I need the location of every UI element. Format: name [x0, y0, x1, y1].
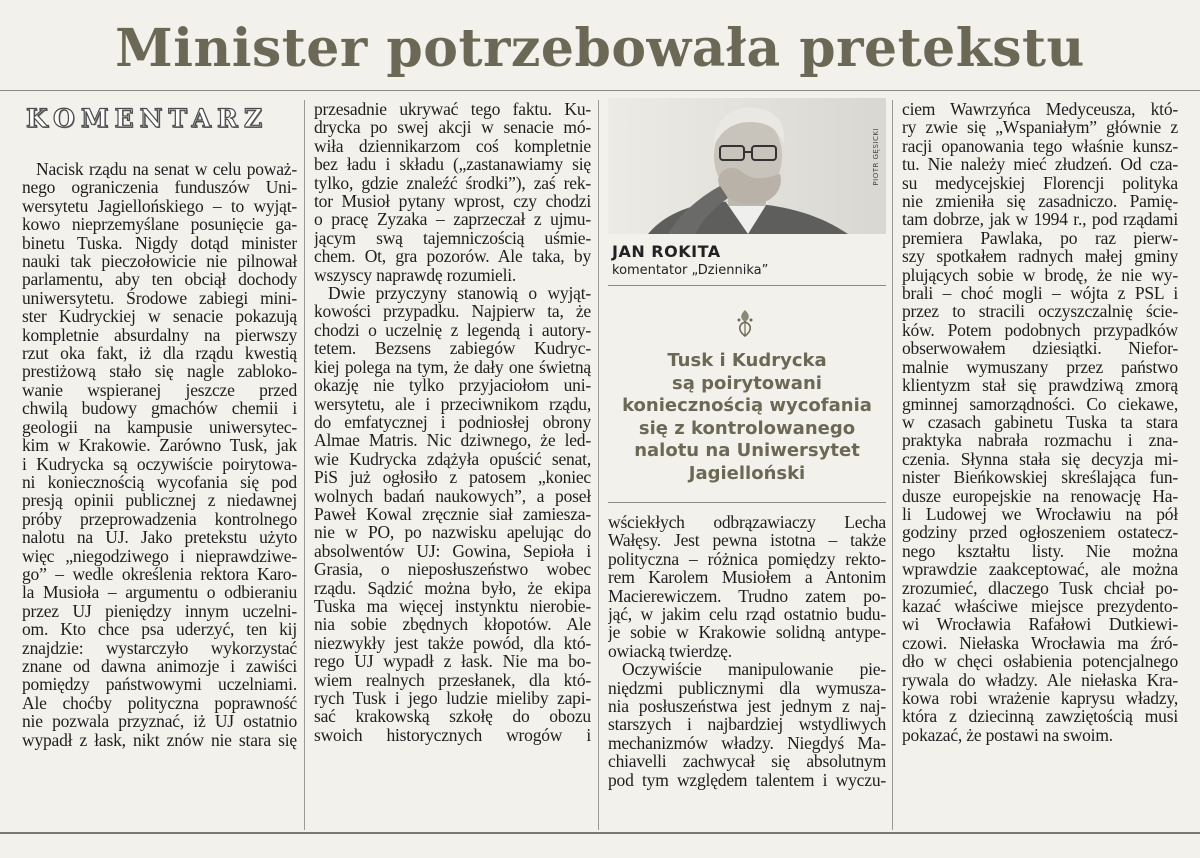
section-kicker: KOMENTARZ: [26, 104, 269, 133]
text-line: Paweł Kowal zręcznie siał zamiesza-: [314, 503, 591, 524]
text-line: starszych i najbardziej wstydliwych: [608, 714, 886, 735]
text-line: o pracę Zyzaka – zaprzeczał z ujmu-: [314, 209, 591, 230]
text-line: rych Tusk i jego ludzie mieliby zapi-: [314, 688, 591, 708]
bottom-rule: [0, 832, 1200, 834]
pull-quote-line: Jagielloński: [688, 462, 806, 484]
text-line: nia sobie zbędnych kłopotów. Ale: [314, 614, 591, 635]
text-line: Wałęsy. Jest pewna istotna – także: [608, 530, 886, 551]
text-line: przez to stracili oczyszczalnię ście-: [902, 301, 1178, 322]
text-line: niezwykły jest także powód, dla któ-: [314, 632, 591, 653]
text-line: chodzi o uczelnię z legendą i autory-: [314, 319, 591, 340]
text-line: gminnej samorządności. Co ciekawe,: [902, 393, 1178, 414]
text-line: klientyzm stał się prawdziwą zmorą: [902, 375, 1178, 396]
text-line: nie pozwala przyznać, iż UJ ostatnio: [22, 711, 297, 732]
text-line: Ale choćby polityczna poprawność: [22, 692, 297, 713]
text-line: presją opinii publicznej z niedawnej: [22, 490, 297, 511]
headline: Minister potrzebowała pretekstu: [115, 18, 1085, 79]
text-line: sać krakowską szkołę do obozu: [314, 706, 591, 727]
text-line: chiavelli zachwycał się absolutnym: [608, 751, 886, 772]
author-portrait-image: [608, 98, 886, 234]
text-line: tetem. Bezsens zabiegów Kudryc-: [314, 338, 591, 359]
text-line: przez UJ pieniędzy innym uczelni-: [22, 600, 297, 621]
author-name: JAN ROKITA: [612, 242, 721, 261]
text-line: Nacisk rządu na senat w celu poważ-: [36, 160, 297, 179]
text-line: która z dziecinną zawziętością musi: [902, 706, 1178, 727]
text-line: polityczna – różnica pomiędzy rekto-: [608, 548, 886, 569]
text-line: plujących sobie w brodę, że nie wy-: [902, 264, 1178, 285]
text-line: absolwentów UJ: Gowina, Sepioła i: [314, 540, 591, 561]
text-line: wanie wspieranej jeszcze przed: [22, 379, 297, 400]
text-line: dło w chęci osłabienia potencjalnego: [902, 651, 1178, 672]
text-line: wolnych badań naukowych”, a poseł: [314, 485, 591, 506]
author-photo: [608, 98, 886, 234]
text-line: i Kudrycka są oczywiście poirytowa-: [22, 453, 297, 474]
pull-quote-line: są poirytowani: [672, 372, 822, 394]
text-line: rządu. Sądzić można było, że ekipa: [314, 577, 591, 598]
text-line: kowa robi wrażenie kaprysu władzy,: [902, 688, 1178, 708]
text-line: czowi. Niełaska Wrocławia ma źró-: [902, 632, 1178, 653]
text-line: Tuska ma więcej instynktu nierobie-: [314, 595, 591, 616]
text-line: swoich historycznych wrogów i: [314, 724, 591, 745]
text-line: wszyscy naprawdę rozumieli.: [314, 264, 517, 285]
text-line: ni koniecznością wycofania się pod: [22, 471, 297, 492]
text-line: ków. Potem podobnych przypadków: [902, 319, 1178, 340]
text-line: próby przeprowadzenia kontrolnego: [22, 508, 297, 529]
column-divider: [598, 100, 599, 830]
text-line: owiacką twierdzę.: [608, 640, 732, 661]
text-line: racji opanowania tego właśnie kunsz-: [902, 135, 1178, 156]
text-line: drycka po swej akcji w senacie mó-: [314, 117, 591, 138]
text-line: rywala do władzy. Ale niełaska Kra-: [902, 669, 1178, 690]
text-line: nie w PO, po nazwisku apelując do: [314, 522, 591, 543]
text-line: ciem Wawrzyńca Medyceusza, któ-: [902, 100, 1178, 119]
text-line: Oczywiście manipulowanie pie-: [622, 659, 886, 680]
text-line: niędzmi publicznymi dla wymusza-: [608, 677, 886, 698]
text-line: wypadł z łask, nikt znów nie stara się: [22, 729, 297, 750]
text-line: nego kształtu listy. Nie można: [902, 540, 1178, 561]
pull-quote: [620, 350, 874, 485]
article-column-4: [902, 100, 1178, 830]
text-line: je sobie w Krakowie solidną antype-: [608, 622, 886, 643]
text-line: PiS już ogłosiło z patosem „koniec: [314, 467, 591, 488]
text-line: pomiędzy państwowymi uczelniami.: [22, 674, 297, 695]
article-column-1: [22, 160, 297, 820]
text-line: uniwersytetu. Środowe zabiegi mini-: [22, 287, 297, 308]
text-line: pod tym względem talentem i wyczu-: [608, 769, 886, 790]
ornament-icon: [733, 308, 757, 338]
text-line: tor Musioł pytany wprost, czy chodzi: [314, 191, 591, 212]
photo-credit: PIOTR GĘSICKI: [872, 128, 880, 186]
text-line: nister Bieńkowskiej skreślająca fun-: [902, 467, 1178, 488]
text-line: nie zmieniła się zasadniczo. Pamię-: [902, 191, 1178, 212]
text-line: premiera Pawlaka, po raz pierw-: [902, 227, 1178, 248]
text-line: szy spotkałem radnych małej gminy: [902, 246, 1178, 267]
pull-quote-line: nalotu na Uniwersytet: [634, 440, 860, 461]
text-line: praktyka nabrała rozmachu i zna-: [902, 430, 1178, 451]
text-line: nego ograniczenia funduszów Uni-: [22, 177, 297, 198]
text-line: rego UJ wypadł z łask. Nie ma bo-: [314, 651, 591, 672]
text-line: okazję nie tylko przyjaciołom uni-: [314, 375, 591, 396]
text-line: godziny przed ogłoszeniem ostatecz-: [902, 522, 1178, 543]
pull-quote-line: się z kontrolowanego: [638, 417, 856, 439]
text-line: malnie wymuszany przez państwo: [902, 356, 1178, 377]
text-line: wersytetu, ale i przeciwnikom rządu,: [314, 393, 591, 414]
text-line: bez ładu i składu („zastanawiamy się: [314, 154, 591, 175]
text-line: go” – wedle określenia rektora Karo-: [22, 563, 297, 584]
text-line: ster Kudryckiej w senacie pokazują: [22, 306, 297, 327]
text-line: pokazać, że postawi na swoim.: [902, 724, 1113, 745]
text-line: kompletnie absurdalny na pierwszy: [22, 324, 297, 345]
text-line: rem Karolem Musiołem a Antonim: [608, 567, 886, 588]
text-line: wie Kudrycka zdążyła opuścić senat,: [314, 448, 591, 469]
text-line: więc „niegodziwego i nieprawdziwe-: [22, 545, 297, 566]
text-line: nalotu na UJ. Jako pretekstu użyto: [22, 527, 297, 548]
text-line: kiej polega na tym, że dały one świetną: [314, 356, 591, 377]
text-line: tu. Nie należy mieć złudzeń. Od cza-: [902, 154, 1178, 175]
text-line: binetu Tuska. Nigdy dotąd minister: [22, 232, 297, 253]
text-line: nia posłuszeństwa jest jednym z naj-: [608, 696, 886, 717]
text-line: wiła dziennikarzom coś kompletnie: [314, 135, 591, 156]
text-line: kowo nieprzemyślane posunięcie ga-: [22, 214, 297, 235]
text-line: przesadnie ukrywać tego faktu. Ku-: [314, 100, 591, 119]
pull-quote-line: Tusk i Kudrycka: [667, 350, 827, 371]
text-line: zrozumieć, dlaczego Tusk chciał po-: [902, 577, 1178, 598]
text-line: w czasach gabinetu Tuska ta stara: [902, 411, 1178, 432]
column-divider: [304, 100, 305, 830]
text-line: wprawdzie zaakceptować, ale można: [902, 559, 1178, 580]
text-line: chwilą budowy gmachów chemii i: [22, 398, 297, 419]
text-line: om. Kto chce psa uderzyć, ten kij: [22, 619, 297, 640]
text-line: mechanizmów władzy. Niegdyś Ma-: [608, 732, 886, 753]
pull-quote-rule: [608, 502, 886, 503]
text-line: Dwie przyczyny stanowią o wyjąt-: [328, 283, 591, 304]
text-line: kazać właściwe miejsce prezydento-: [902, 595, 1178, 616]
text-line: prestiżową stało się nagle zabloko-: [22, 361, 297, 382]
text-line: rzut oka fakt, iż dla rządu kwestią: [22, 343, 297, 364]
text-line: ry zwie się „Wspaniałym” głównie z: [902, 117, 1178, 138]
text-line: wersytetu Jagiellońskiego – to wyjąt-: [22, 195, 297, 216]
text-line: kim w Krakowie. Zarówno Tusk, jak: [22, 435, 297, 456]
pull-quote-line: koniecznością wycofania: [622, 395, 872, 416]
text-line: Grasia, o nieposłuszeństwo wobec: [314, 559, 591, 580]
text-line: tam dobrze, jak w 1994 r., pod rządami: [902, 209, 1178, 230]
article-column-3: [608, 513, 886, 833]
headline-rule: [0, 90, 1200, 91]
text-line: obserwowałem dziesiątki. Niefor-: [902, 338, 1178, 359]
text-line: wściekłych odbrązawiaczy Lecha: [608, 513, 886, 532]
text-line: brali – choć mogli – wójta z PSL i: [902, 283, 1178, 304]
text-line: czenia. Słynna stała się decyzja mi-: [902, 448, 1178, 469]
column-divider: [892, 100, 893, 830]
text-line: parlamentu, aby ten obciął dochody: [22, 269, 297, 290]
text-line: geologii na kampusie uniwersytec-: [22, 416, 297, 437]
text-line: znajdzie: wystarczyło wykorzystać: [22, 637, 297, 658]
text-line: jącym swą tajemniczością uśmie-: [314, 227, 591, 248]
text-line: wi Wrocławia Rafałowi Dutkiewi-: [902, 614, 1178, 635]
text-line: la Musioła – argumentu o odbieraniu: [22, 582, 297, 603]
byline-rule: [608, 285, 886, 286]
text-line: su medycejskiej Florencji polityka: [902, 172, 1178, 193]
text-line: wiem realnych przesłanek, dla któ-: [314, 669, 591, 690]
text-line: do emfatycznej i podniosłej obrony: [314, 411, 591, 432]
text-line: chem. Ot, gra pozorów. Ale taka, by: [314, 246, 591, 267]
text-line: znane od dawna animozje i zawiści: [22, 655, 297, 676]
article-column-2: [314, 100, 591, 830]
text-line: tylko, gdzie znaleźć środki”), zaś rek-: [314, 172, 591, 193]
text-line: nauki tak pieczołowicie nie pilnował: [22, 251, 297, 272]
text-line: Almae Matris. Nic dziwnego, że led-: [314, 430, 591, 451]
text-line: Macierewiczem. Trudno zatem po-: [608, 585, 886, 606]
text-line: kowości przypadku. Najpierw ta, że: [314, 301, 591, 322]
text-line: dusze europejskie na renowację Ha-: [902, 485, 1178, 506]
text-line: li Ludowej we Wrocławiu na pół: [902, 503, 1178, 524]
author-role: komentator „Dziennika”: [612, 263, 769, 278]
text-line: jąć, w jakim celu rząd ostatnio budu-: [608, 604, 886, 625]
